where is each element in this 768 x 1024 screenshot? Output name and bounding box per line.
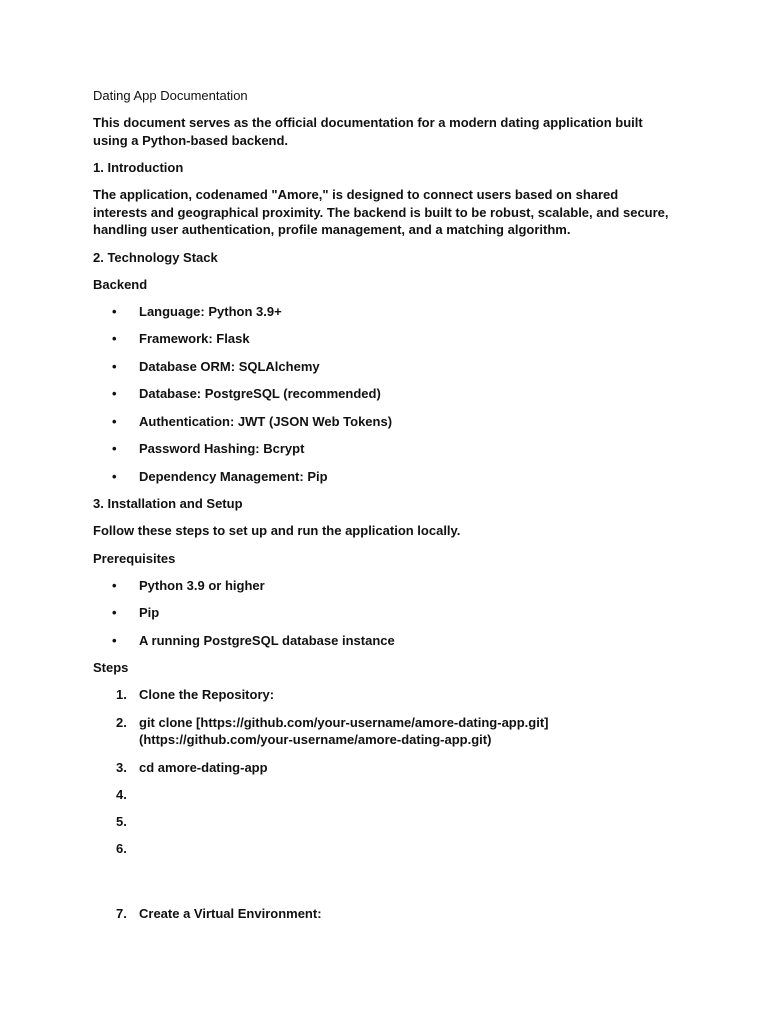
document-body (93, 87, 673, 933)
list-item (93, 840, 673, 857)
list-item (93, 632, 673, 650)
bullet-icon: • (112, 386, 117, 401)
intro-paragraph: This document serves as the official documentation for a modern dating application built using a Python-based backend. (93, 115, 643, 148)
list-item-text: Authentication: JWT (JSON Web Tokens) (139, 413, 393, 429)
bullet-icon: • (112, 468, 117, 484)
section-heading-technology-stack: 2. Technology Stack (93, 249, 218, 265)
step-number: 1. (116, 687, 127, 702)
bullet-icon: • (112, 303, 117, 319)
subheading-prerequisites: Prerequisites (93, 550, 176, 566)
step-text: Clone the Repository: (139, 687, 275, 702)
bullet-icon: • (112, 441, 117, 456)
list-item-text: Dependency Management: Pip (139, 468, 328, 484)
list-item-text: Password Hashing: Bcrypt (139, 441, 305, 456)
bullet-icon: • (112, 358, 117, 374)
step-number: 3. (116, 759, 127, 775)
list-item-text: Framework: Flask (139, 331, 250, 346)
list-item-text: Language: Python 3.9+ (139, 303, 282, 319)
list-item-text: Database ORM: SQLAlchemy (139, 358, 320, 374)
step-text: Create a Virtual Environment: (139, 906, 322, 921)
prerequisites-list (93, 577, 673, 650)
list-item (93, 303, 673, 321)
step-number: 5. (116, 814, 127, 829)
list-item (93, 714, 673, 749)
list-item (93, 786, 673, 803)
step-number: 7. (116, 906, 127, 921)
list-item (93, 413, 673, 431)
list-item (93, 813, 673, 830)
document-title: Dating App Documentation (93, 88, 248, 103)
step-text: cd amore-dating-app (139, 759, 268, 775)
bullet-icon: • (112, 605, 117, 620)
steps-list (93, 686, 673, 923)
step-number: 4. (116, 787, 127, 802)
list-item (93, 330, 673, 348)
list-item-text: Pip (139, 605, 160, 620)
subheading-backend: Backend (93, 276, 148, 292)
list-item (93, 905, 673, 923)
section-heading-introduction: 1. Introduction (93, 160, 184, 175)
list-item (93, 686, 673, 704)
list-item (93, 604, 673, 622)
section-heading-installation: 3. Installation and Setup (93, 496, 243, 511)
list-item-text: A running PostgreSQL database instance (139, 632, 395, 648)
bullet-icon: • (112, 632, 117, 648)
step-number: 6. (116, 841, 127, 856)
list-item (93, 385, 673, 403)
blank-line (93, 867, 673, 895)
bullet-icon: • (112, 413, 117, 429)
step-number: 2. (116, 714, 127, 730)
installation-paragraph: Follow these steps to set up and run the application locally. (93, 523, 461, 538)
list-item-text: Python 3.9 or higher (139, 577, 265, 593)
backend-list (93, 303, 673, 486)
list-item-text: Database: PostgreSQL (recommended) (139, 386, 381, 401)
list-item (93, 468, 673, 486)
list-item (93, 358, 673, 376)
list-item (93, 440, 673, 458)
bullet-icon: • (112, 331, 117, 346)
step-text: git clone [https://github.com/your-username/amore-dating-app.git](https://github.com/your-username/amore-dating-app.git) (139, 714, 549, 747)
list-item (93, 577, 673, 595)
bullet-icon: • (112, 577, 117, 593)
introduction-paragraph: The application, codenamed "Amore," is designed to connect users based on shared interests and geographical proximity. The backend is built to be robust, scalable, and secure, handling user authentication, profile management, and a matching algorithm. (93, 187, 669, 237)
list-item (93, 759, 673, 777)
subheading-steps: Steps (93, 660, 129, 675)
